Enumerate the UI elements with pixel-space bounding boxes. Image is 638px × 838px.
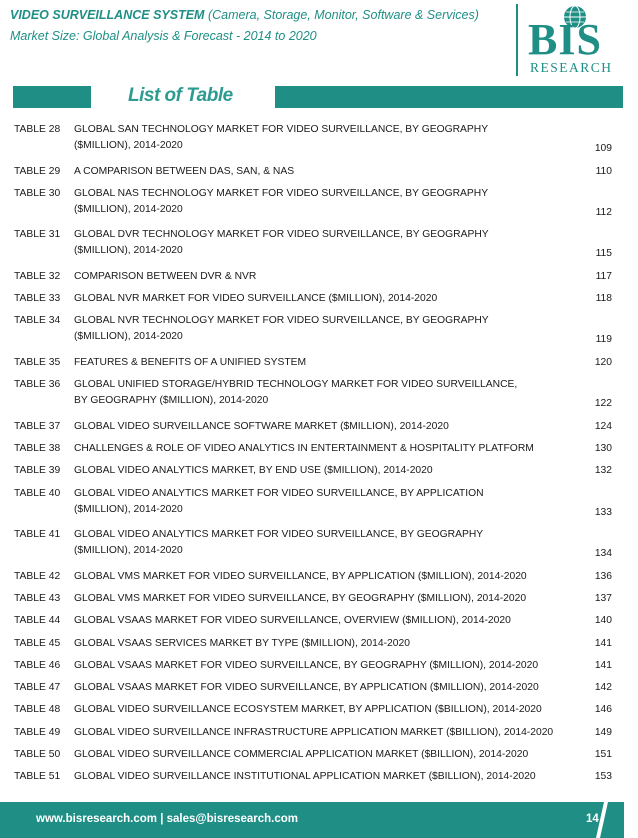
table-page-number: 141 — [594, 659, 612, 671]
table-number: TABLE 34 — [14, 315, 61, 327]
table-description-line1: COMPARISON BETWEEN DVR & NVR — [74, 270, 257, 282]
table-number: TABLE 42 — [14, 570, 61, 582]
table-description-line1: GLOBAL VSAAS MARKET FOR VIDEO SURVEILLANCE, BY GEOGRAPHY ($MILLION), 2014-2020 — [74, 659, 539, 671]
table-page-number: 130 — [594, 443, 612, 454]
table-description — [74, 443, 574, 454]
table-number: TABLE 38 — [14, 443, 61, 454]
table-description — [74, 727, 574, 738]
page-number: 14 — [586, 813, 599, 825]
table-description — [74, 379, 574, 406]
table-number: TABLE 28 — [14, 124, 61, 135]
table-number: TABLE 41 — [14, 529, 61, 541]
table-number: TABLE 48 — [14, 704, 61, 716]
table-number: TABLE 32 — [14, 270, 61, 282]
table-description — [74, 293, 574, 304]
table-number: TABLE 45 — [14, 637, 61, 649]
table-description — [74, 166, 574, 177]
table-page-number: 153 — [594, 771, 612, 783]
table-description-line1: GLOBAL VMS MARKET FOR VIDEO SURVEILLANCE, BY GEOGRAPHY ($MILLION), 2014-2020 — [74, 592, 527, 604]
report-subtitle: Market Size: Global Analysis & Forecast - 2014 to 2020 — [10, 29, 317, 43]
table-description — [74, 749, 574, 760]
table-description — [74, 188, 574, 215]
report-title — [10, 8, 479, 22]
table-description — [74, 529, 574, 556]
table-page-number: 119 — [595, 334, 612, 346]
table-description — [74, 229, 574, 256]
table-description — [74, 615, 574, 626]
table-number: TABLE 43 — [14, 592, 61, 604]
table-description-line1: GLOBAL VIDEO ANALYTICS MARKET FOR VIDEO SURVEILLANCE, BY APPLICATION — [74, 487, 484, 499]
table-description-line2: ($MILLION), 2014-2020 — [74, 203, 183, 215]
table-description — [74, 465, 574, 476]
table-description-line1: CHALLENGES & ROLE OF VIDEO ANALYTICS IN ENTERTAINMENT & HOSPITALITY PLATFORM — [74, 443, 534, 454]
table-number: TABLE 44 — [14, 615, 61, 627]
table-description — [74, 124, 574, 151]
section-bar-left — [13, 86, 91, 108]
table-description-line2: ($MILLION), 2014-2020 — [74, 331, 183, 343]
table-description — [74, 488, 574, 515]
table-description — [74, 638, 574, 649]
table-page-number: 120 — [594, 356, 612, 368]
table-number: TABLE 47 — [14, 682, 61, 694]
table-number: TABLE 49 — [14, 726, 61, 738]
table-number: TABLE 29 — [14, 165, 61, 177]
table-page-number: 146 — [594, 704, 612, 716]
table-description-line1: A COMPARISON BETWEEN DAS, SAN, & NAS — [74, 165, 295, 177]
table-description-line1: GLOBAL DVR TECHNOLOGY MARKET FOR VIDEO SURVEILLANCE, BY GEOGRAPHY — [74, 229, 489, 241]
table-description-line1: GLOBAL VSAAS MARKET FOR VIDEO SURVEILLANCE, BY APPLICATION ($MILLION), 2014-2020 — [74, 682, 539, 694]
table-page-number: 109 — [594, 143, 612, 154]
table-number: TABLE 50 — [14, 749, 61, 760]
table-page-number: 142 — [594, 682, 612, 694]
table-page-number: 140 — [594, 615, 612, 627]
footer-contact: www.bisresearch.com | sales@bisresearch.com — [36, 813, 299, 825]
table-description-line1: GLOBAL VIDEO SURVEILLANCE INFRASTRUCTURE APPLICATION MARKET ($BILLION), 2014-2020 — [74, 726, 554, 738]
table-number: TABLE 51 — [14, 771, 61, 783]
table-number: TABLE 35 — [14, 356, 61, 368]
table-page-number: 110 — [595, 165, 612, 177]
report-title-bold: VIDEO SURVEILLANCE SYSTEM — [10, 8, 205, 22]
table-page-number: 122 — [594, 398, 612, 410]
table-number: TABLE 37 — [14, 420, 61, 432]
table-description-line1: GLOBAL VIDEO ANALYTICS MARKET, BY END USE ($MILLION), 2014-2020 — [74, 465, 433, 477]
table-description — [74, 357, 574, 368]
logo-wordmark: BIS — [528, 15, 602, 64]
table-number: TABLE 39 — [14, 465, 61, 477]
table-page-number: 132 — [594, 465, 612, 477]
table-description-line2: ($MILLION), 2014-2020 — [74, 503, 183, 515]
table-page-number: 136 — [594, 570, 612, 582]
table-description — [74, 421, 574, 432]
table-description-line1: GLOBAL VIDEO SURVEILLANCE ECOSYSTEM MARKET, BY APPLICATION ($BILLION), 2014-2020 — [74, 704, 542, 716]
page-footer — [0, 798, 638, 838]
table-description — [74, 660, 574, 671]
table-page-number: 124 — [594, 420, 612, 432]
table-description-line1: GLOBAL VIDEO SURVEILLANCE COMMERCIAL APPLICATION MARKET ($BILLION), 2014-2020 — [74, 749, 529, 760]
table-description — [74, 315, 574, 342]
table-description-line1: FEATURES & BENEFITS OF A UNIFIED SYSTEM — [74, 356, 307, 368]
table-description-line2: ($MILLION), 2014-2020 — [74, 245, 183, 257]
table-description-line2: ($MILLION), 2014-2020 — [74, 545, 183, 557]
table-description-line1: GLOBAL NAS TECHNOLOGY MARKET FOR VIDEO SURVEILLANCE, BY GEOGRAPHY — [74, 187, 489, 199]
table-page-number: 149 — [594, 726, 612, 738]
table-description — [74, 271, 574, 282]
table-description-line1: GLOBAL VIDEO SURVEILLANCE INSTITUTIONAL APPLICATION MARKET ($BILLION), 2014-2020 — [74, 771, 536, 783]
table-page-number: 118 — [595, 293, 612, 305]
section-title: List of Table — [128, 85, 233, 106]
table-description-line1: GLOBAL SAN TECHNOLOGY MARKET FOR VIDEO SURVEILLANCE, BY GEOGRAPHY — [74, 124, 489, 135]
header-divider — [516, 4, 518, 76]
table-description-line2: BY GEOGRAPHY ($MILLION), 2014-2020 — [74, 395, 269, 407]
table-page-number: 115 — [595, 248, 612, 260]
section-bar-right — [275, 86, 623, 108]
bis-research-logo — [522, 4, 632, 76]
table-page-number: 134 — [594, 548, 612, 560]
table-description-line1: GLOBAL VMS MARKET FOR VIDEO SURVEILLANCE, BY APPLICATION ($MILLION), 2014-2020 — [74, 570, 527, 582]
table-description-line2: ($MILLION), 2014-2020 — [74, 140, 183, 151]
table-number: TABLE 36 — [14, 379, 61, 391]
table-page-number: 151 — [594, 749, 612, 760]
table-description — [74, 682, 574, 693]
logo-subtext: RESEARCH — [530, 60, 613, 75]
table-number: TABLE 31 — [14, 229, 61, 241]
table-description — [74, 771, 574, 782]
table-number: TABLE 40 — [14, 487, 61, 499]
table-page-number: 137 — [594, 592, 612, 604]
table-description — [74, 704, 574, 715]
footer-slant-decoration — [596, 802, 616, 838]
table-number: TABLE 46 — [14, 659, 61, 671]
table-description-line1: GLOBAL VIDEO SURVEILLANCE SOFTWARE MARKET ($MILLION), 2014-2020 — [74, 420, 449, 432]
table-page-number: 133 — [594, 506, 612, 518]
table-number: TABLE 33 — [14, 293, 61, 305]
table-description-line1: GLOBAL UNIFIED STORAGE/HYBRID TECHNOLOGY MARKET FOR VIDEO SURVEILLANCE, — [74, 379, 518, 391]
table-description-line1: GLOBAL VIDEO ANALYTICS MARKET FOR VIDEO SURVEILLANCE, BY GEOGRAPHY — [74, 529, 484, 541]
table-description-line1: GLOBAL VSAAS SERVICES MARKET BY TYPE ($MILLION), 2014-2020 — [74, 637, 410, 649]
table-number: TABLE 30 — [14, 187, 61, 199]
table-description-line1: GLOBAL NVR TECHNOLOGY MARKET FOR VIDEO SURVEILLANCE, BY GEOGRAPHY — [74, 315, 489, 327]
page-header — [0, 0, 638, 80]
table-description — [74, 593, 574, 604]
table-page-number: 117 — [595, 270, 612, 282]
table-page-number: 141 — [594, 637, 612, 649]
table-description-line1: GLOBAL NVR MARKET FOR VIDEO SURVEILLANCE ($MILLION), 2014-2020 — [74, 293, 438, 305]
table-description — [74, 571, 574, 582]
report-title-rest: (Camera, Storage, Monitor, Software & Services) — [204, 8, 479, 22]
table-description-line1: GLOBAL VSAAS MARKET FOR VIDEO SURVEILLANCE, OVERVIEW ($MILLION), 2014-2020 — [74, 615, 511, 627]
table-page-number: 112 — [595, 206, 612, 218]
